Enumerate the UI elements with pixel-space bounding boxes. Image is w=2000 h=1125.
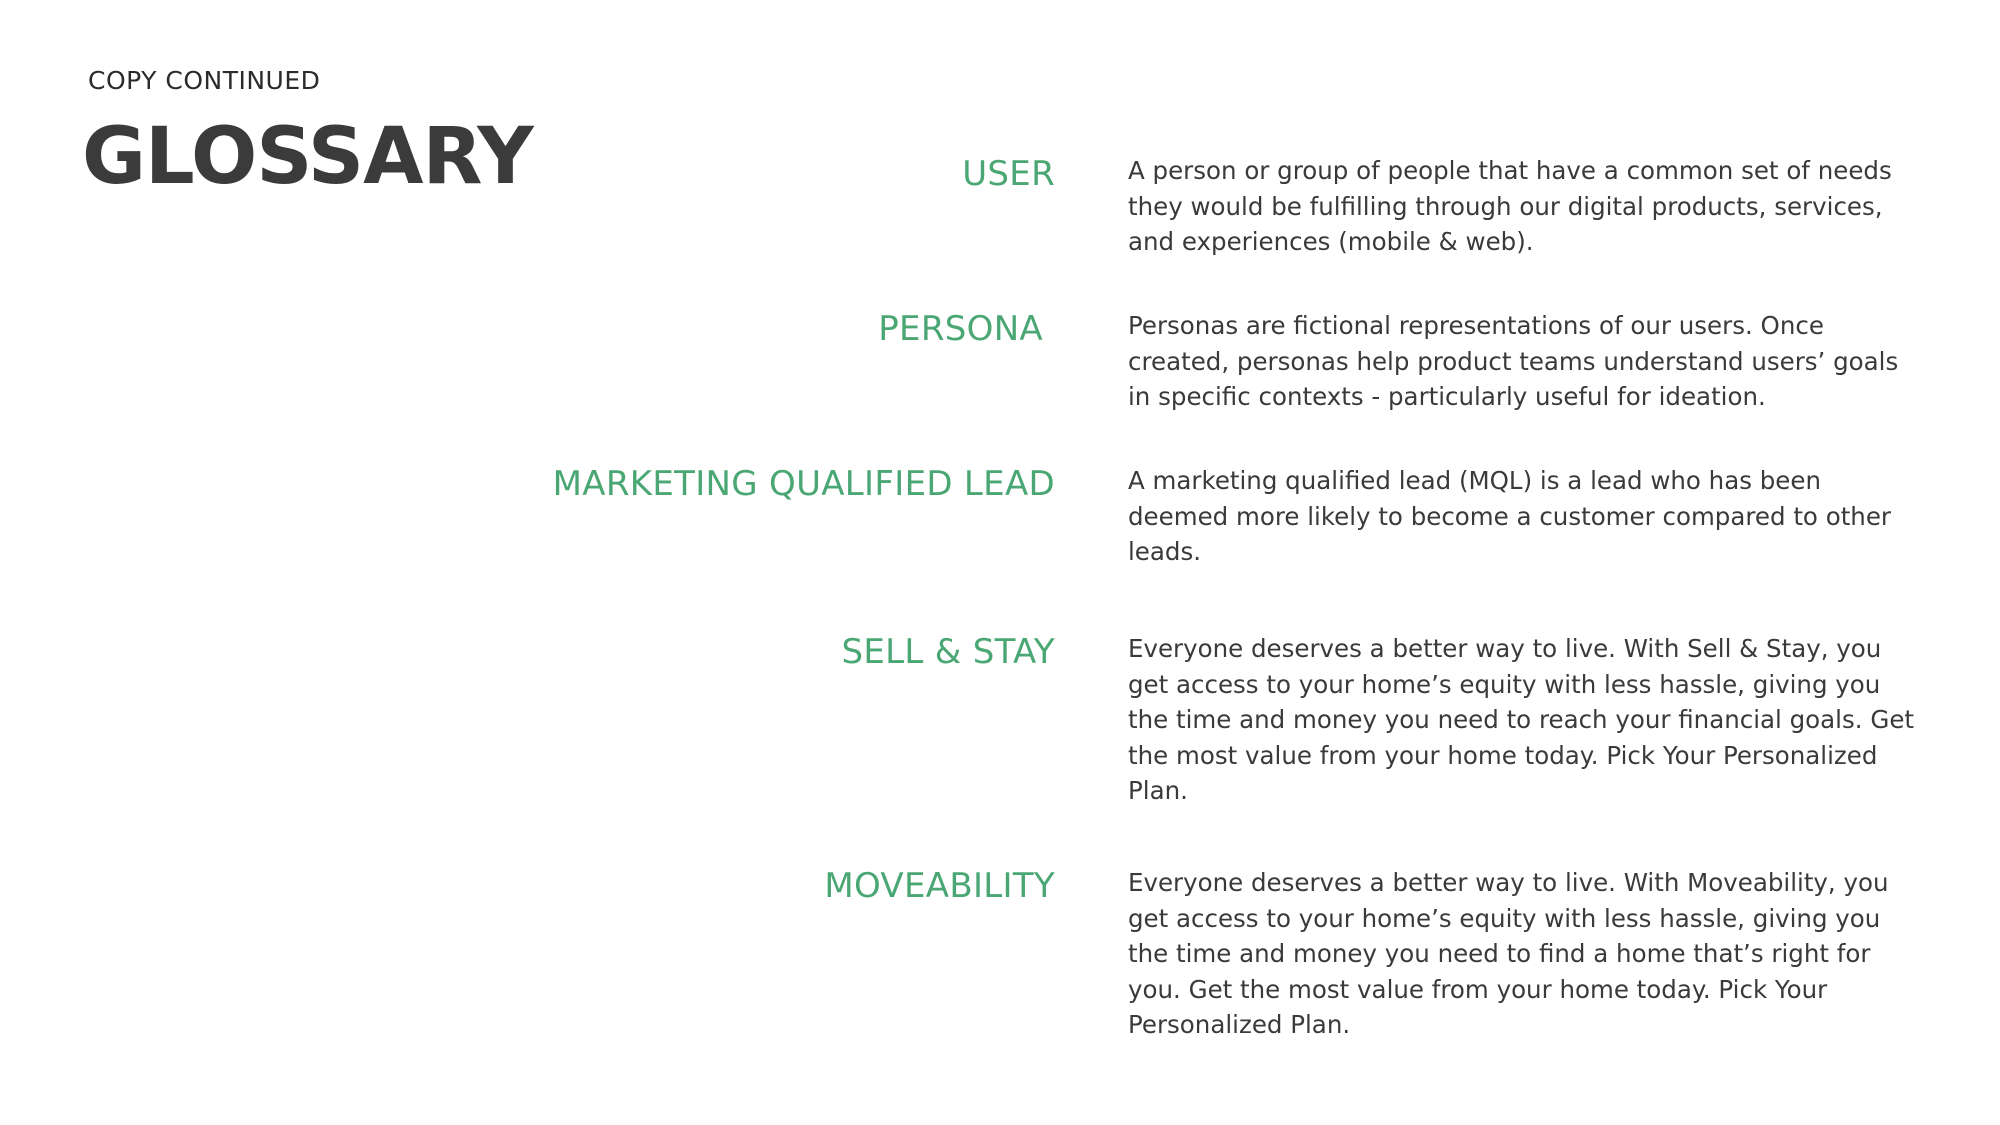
glossary-term-persona: PERSONA — [878, 309, 1043, 349]
glossary-definition-mql: A marketing qualified lead (MQL) is a lead who has been deemed more likely to become a customer compared to other leads. — [1128, 466, 1891, 566]
glossary-term-user: USER — [962, 154, 1055, 194]
glossary-definition-moveability: Everyone deserves a better way to live. With Moveability, you get access to your home’s equity with less hassle, giving you the time and money you need to find a home that’s right for you. Get the most value from your home today. Pick Your Personalized Plan. — [1128, 868, 1889, 1039]
glossary-term-moveability: MOVEABILITY — [824, 866, 1055, 906]
page-title: GLOSSARY — [82, 112, 533, 202]
eyebrow-label: COPY CONTINUED — [88, 66, 321, 95]
glossary-definition-persona: Personas are fictional representations of our users. Once created, personas help product teams understand users’ goals in specific contexts - particularly useful for ideation. — [1128, 311, 1899, 411]
glossary-definition-sell-and-stay: Everyone deserves a better way to live. With Sell & Stay, you get access to your home’s equity with less hassle, giving you the time and money you need to reach your financial goals. Get the most value from your home today. Pick Your Personalized Plan. — [1128, 634, 1914, 805]
glossary-term-sell-and-stay: SELL & STAY — [841, 632, 1055, 672]
glossary-definition-user: A person or group of people that have a common set of needs they would be fulfilling through our digital products, services, and experiences (mobile & web). — [1128, 156, 1892, 256]
glossary-term-mql: MARKETING QUALIFIED LEAD — [552, 464, 1055, 504]
